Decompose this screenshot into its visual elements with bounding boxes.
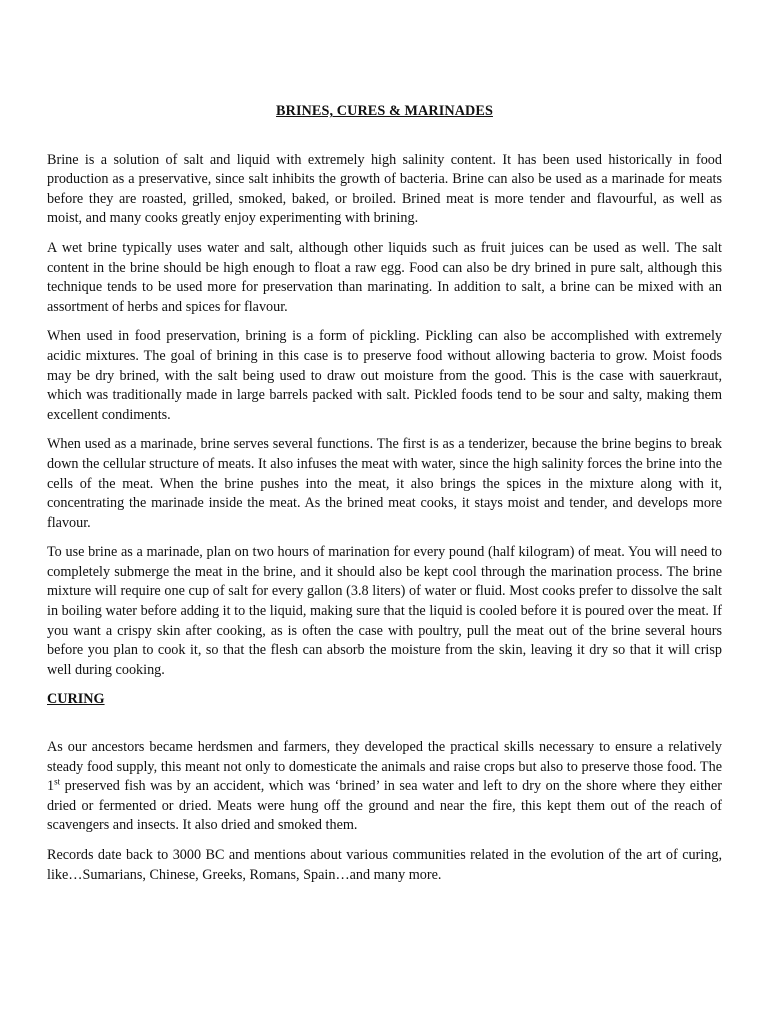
paragraph-wet-brine: A wet brine typically uses water and salt, although other liquids such as fruit juices can be used as well. The salt content in the brine should be high enough to float a raw egg. Food can also be dry brined in pure salt, although this technique tends to be used more for preservation than marinating. In addition to salt, a brine can be mixed with an assortment of herbs and spices for flavour. [47, 239, 722, 315]
paragraph-curing-history [47, 738, 722, 836]
curing-text-part-1: As our ancestors became herdsmen and farmers, they developed the practical skills necessary to ensure a relatively steady food supply, this meant not only to domesticate the animals and raise crops but also to preserve those food. The 1 [47, 739, 722, 795]
paragraph-brine-definition: Brine is a solution of salt and liquid with extremely high salinity content. It has been used historically in food production as a preservative, since salt inhibits the growth of bacteria. Brine can also be used as a marinade for meats before they are roasted, grilled, smoked, baked, or broiled. Brined meat is more tender and flavourful, as well as moist, and many cooks greatly enjoy experimenting with brining. [47, 151, 722, 227]
ordinal-superscript: st [54, 776, 61, 787]
page-title: BRINES, CURES & MARINADES [276, 103, 493, 119]
section-heading-curing: CURING [47, 691, 105, 708]
paragraph-curing-records: Records date back to 3000 BC and mentions about various communities related in the evolution of the art of curing, like…Sumarians, Chinese, Greeks, Romans, Spain…and many more. [47, 847, 722, 883]
curing-text-part-2: preserved fish was by an accident, which was ‘brined’ in sea water and left to dry on the shore where they either dried or fermented or dried. Meats were hung off the ground and near the fire, this kept them out of the reach of scavengers and insects. It also dried and smoked them. [47, 778, 722, 834]
paragraph-marinade-functions: When used as a marinade, brine serves several functions. The first is as a tenderizer, because the brine begins to break down the cellular structure of meats. It also infuses the meat with water, since the high salinity forces the brine into the cells of the meat. When the brine pushes into the meat, it also brings the spices in the mixture along with it, concentrating the marinade inside the meat. As the brined meat cooks, it stays moist and tender, and develops more flavour. [47, 436, 722, 531]
paragraph-food-preservation: When used in food preservation, brining is a form of pickling. Pickling can also be accomplished with extremely acidic mixtures. The goal of brining in this case is to preserve food without allowing bacteria to grow. Moist foods may be dry brined, with the salt being used to draw out moisture from the good. This is the case with sauerkraut, which was traditionally made in large barrels packed with salt. Pickled foods tend to be sour and salty, making them excellent condiments. [47, 328, 722, 423]
document-body [47, 102, 722, 895]
paragraph-brine-usage: To use brine as a marinade, plan on two hours of marination for every pound (half kilogram) of meat. You will need to completely submerge the meat in the brine, and it should also be kept cool through the marination process. The brine mixture will require one cup of salt for every gallon (3.8 liters) of water or fluid. Most cooks prefer to dissolve the salt in boiling water before adding it to the liquid, making sure that the liquid is cooled before it is poured over the meat. If you want a crispy skin after cooking, as is often the case with poultry, pull the meat out of the brine several hours before you plan to cook it, so that the flesh can absorb the moisture from the skin, leaving it dry so that it will crisp well during cooking. [47, 544, 722, 678]
